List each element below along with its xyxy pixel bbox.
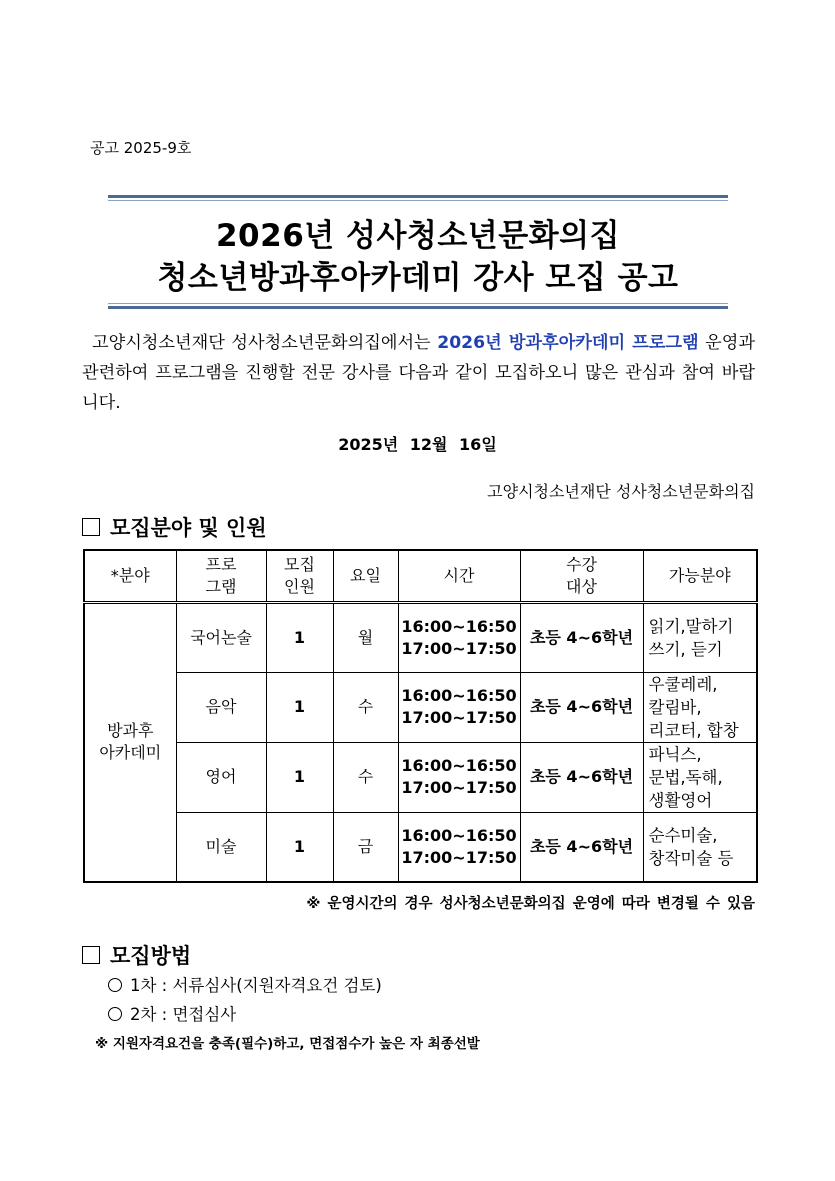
time-cell: 16:00~16:50 17:00~17:50 [398, 672, 520, 742]
organization-name: 고양시청소년재단 성사청소년문화의집 [487, 482, 755, 501]
day-cell: 수 [333, 742, 398, 812]
intro-text-1: 고양시청소년재단 성사청소년문화의집에서는 [92, 333, 438, 353]
target-cell: 초등 4~6학년 [520, 812, 643, 882]
field-cell: 방과후 아카데미 [84, 602, 176, 882]
table-row [84, 602, 757, 672]
section-recruit-fields [82, 512, 267, 542]
possible-cell: 우쿨레레, 칼림바, 리코터, 합창 [643, 672, 757, 742]
table-row [84, 672, 757, 742]
circle-bullet-icon [108, 978, 122, 992]
day-cell: 금 [333, 812, 398, 882]
program-cell: 국어논술 [176, 602, 266, 672]
program-cell: 영어 [176, 742, 266, 812]
count-cell: 1 [266, 812, 333, 882]
title-top-rule-thin [108, 200, 728, 201]
target-cell: 초등 4~6학년 [520, 672, 643, 742]
table-row [84, 742, 757, 812]
checkbox-square-icon [82, 946, 100, 964]
possible-cell: 파닉스, 문법,독해, 생활영어 [643, 742, 757, 812]
header-program: 프로 그램 [176, 550, 266, 602]
count-cell: 1 [266, 602, 333, 672]
title-top-rule [108, 195, 728, 198]
intro-highlight: 2026년 방과후아카데미 프로그램 [437, 333, 699, 353]
header-possible: 가능분야 [643, 550, 757, 602]
header-field: *분야 [84, 550, 176, 602]
intro-paragraph [82, 328, 755, 418]
header-count: 모집 인원 [266, 550, 333, 602]
day-cell: 수 [333, 672, 398, 742]
count-cell: 1 [266, 742, 333, 812]
possible-cell: 읽기,말하기 쓰기, 듣기 [643, 602, 757, 672]
header-day: 요일 [333, 550, 398, 602]
recruit-table [83, 549, 758, 883]
title-line-2: 청소년방과후아카데미 강사 모집 공고 [157, 260, 679, 296]
possible-cell: 순수미술, 창작미술 등 [643, 812, 757, 882]
method-item: 1차 : 서류심사(지원자격요건 검토) [108, 972, 382, 996]
header-target: 수강 대상 [520, 550, 643, 602]
intro-text-2: 운영과 관련하여 프로그램을 진행할 전문 강사를 다음과 같이 모집하오니 많은 관심과 참여 바랍니다. [82, 333, 755, 413]
method-item: 2차 : 면접심사 [108, 1001, 236, 1025]
circle-bullet-icon [108, 1007, 122, 1021]
notice-number: 공고 2025-9호 [90, 139, 192, 157]
program-cell: 음악 [176, 672, 266, 742]
table-note: ※ 운영시간의 경우 성사청소년문화의집 운영에 따라 변경될 수 있음 [306, 896, 755, 912]
title-bottom-rule-thin [108, 303, 728, 304]
method-note: ※ 지원자격요건을 충족(필수)하고, 면접점수가 높은 자 최종선발 [95, 1036, 480, 1052]
count-cell: 1 [266, 672, 333, 742]
time-cell: 16:00~16:50 17:00~17:50 [398, 742, 520, 812]
title-line-1: 2026년 성사청소년문화의집 [215, 218, 621, 254]
target-cell: 초등 4~6학년 [520, 602, 643, 672]
header-time: 시간 [398, 550, 520, 602]
table-row [84, 812, 757, 882]
day-cell: 월 [333, 602, 398, 672]
target-cell: 초등 4~6학년 [520, 742, 643, 812]
notice-date: 2025년 12월 16일 [338, 435, 497, 454]
title-bottom-rule [108, 306, 728, 309]
section-recruit-method [82, 940, 191, 970]
time-cell: 16:00~16:50 17:00~17:50 [398, 812, 520, 882]
checkbox-square-icon [82, 518, 100, 536]
time-cell: 16:00~16:50 17:00~17:50 [398, 602, 520, 672]
section-title: 모집분야 및 인원 [110, 516, 267, 540]
table-header-row [84, 550, 757, 602]
section-title: 모집방법 [110, 944, 192, 968]
program-cell: 미술 [176, 812, 266, 882]
